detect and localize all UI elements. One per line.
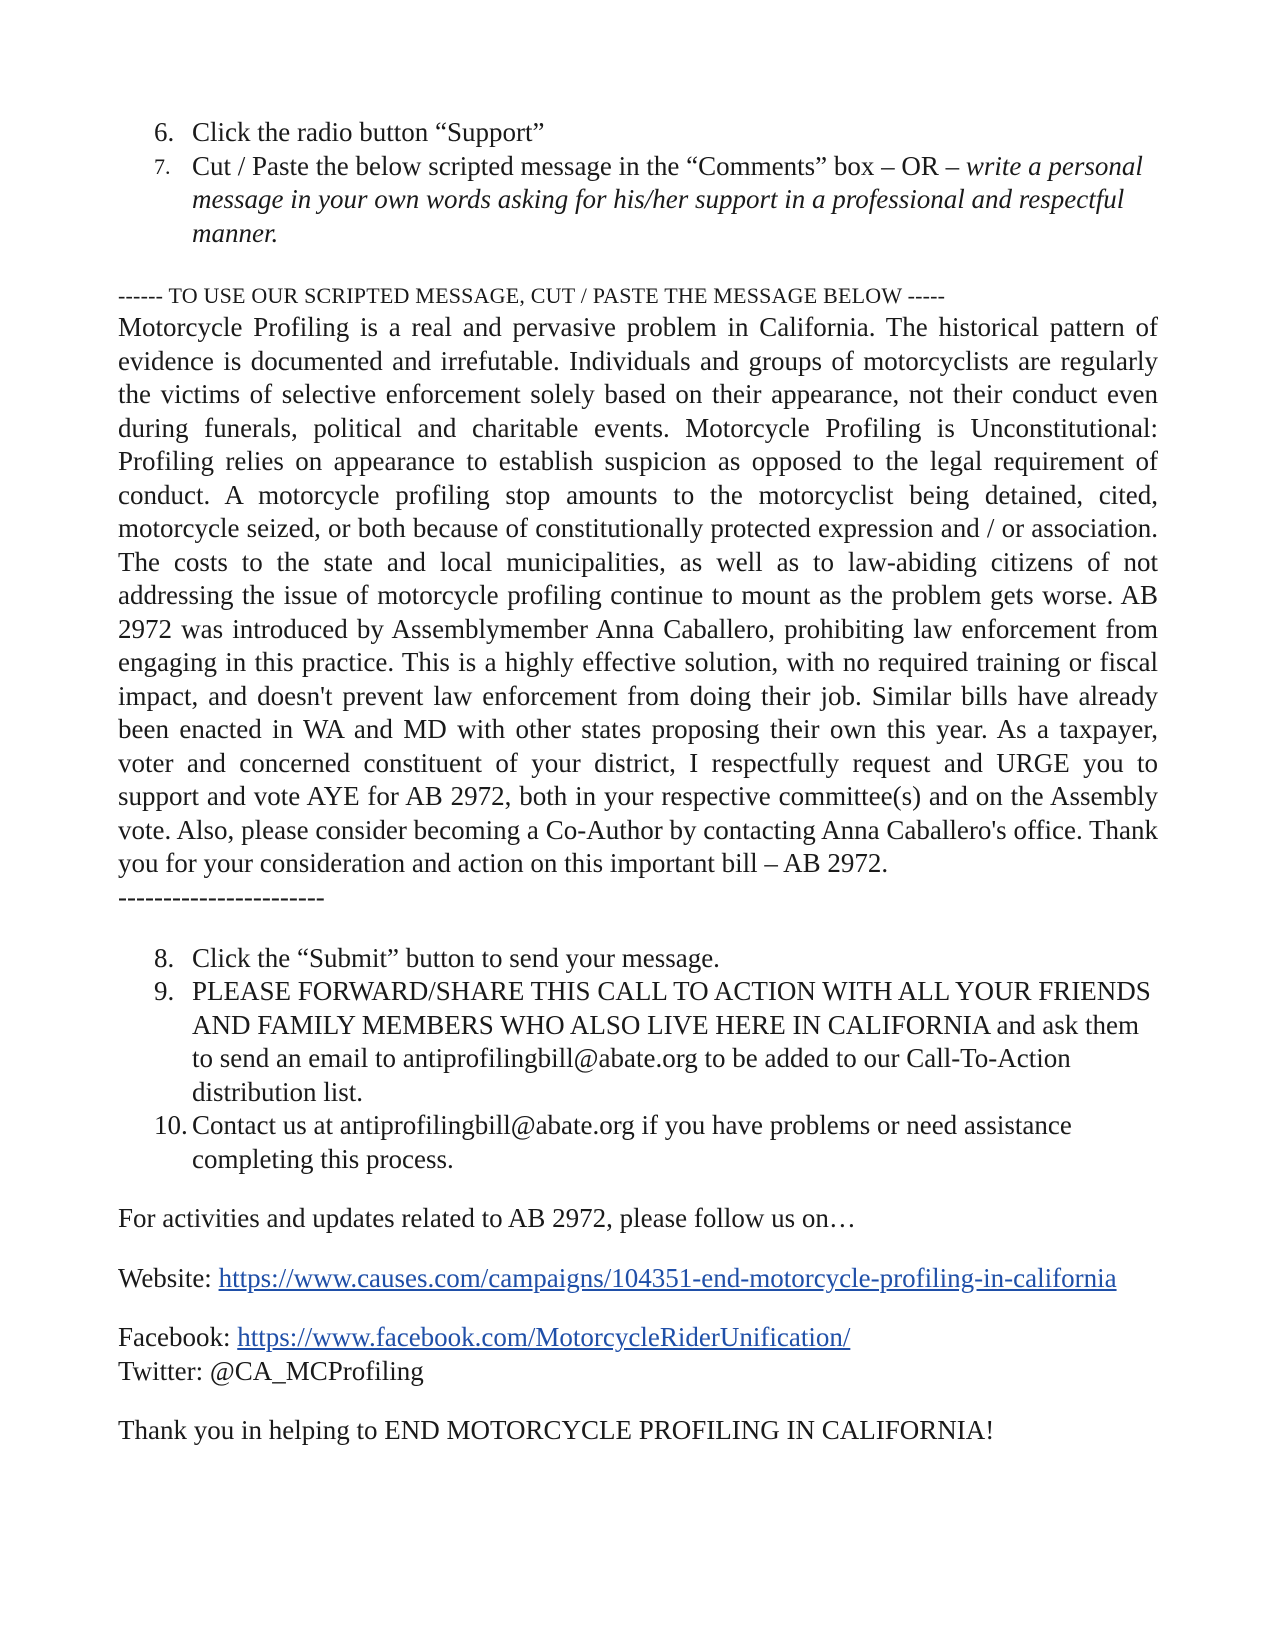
list-number: 7. bbox=[154, 153, 171, 179]
facebook-label: Facebook: bbox=[118, 1322, 238, 1352]
list-item-italic-text: write a personal message in your own words asking for his/her support in a professional and respectful manner. bbox=[192, 150, 1143, 248]
document-page bbox=[118, 116, 1158, 1448]
list-number: 8. bbox=[154, 942, 175, 973]
list-item-7 bbox=[118, 150, 1158, 251]
scripted-message: Motorcycle Profiling is a real and pervasive problem in California. The historical pattern of evidence is documented and irrefutable. Individuals and groups of motorcyclists are regularly the victims of selective enforcement solely based on their appearance, not their conduct even during funerals, political and charitable events. Motorcycle Profiling is Unconstitutional: Profiling relies on appearance to establish suspicion as opposed to the legal requirement of conduct. A motorcycle profiling stop amounts to the motorcyclist being detained, cited, motorcycle seized, or both because of constitutionally protected expression and / or association. The costs to the state and local municipalities, as well as to law-abiding citizens of not addressing the issue of motorcycle profiling continue to mount as the problem gets worse. AB 2972 was introduced by Assemblymember Anna Caballero, prohibiting law enforcement from engaging in this practice. This is a highly effective solution, with no required training or fiscal impact, and doesn't prevent law enforcement from doing their job. Similar bills have already been enacted in WA and MD with other states proposing their own this year. As a taxpayer, voter and concerned constituent of your district, I respectfully request and URGE you to support and vote AYE for AB 2972, both in your respective committee(s) and on the Assembly vote. Also, please consider becoming a Co-Author by contacting Anna Caballero's office. Thank you for your consideration and action on this important bill – AB 2972. bbox=[118, 312, 1158, 878]
facebook-link[interactable]: https://www.facebook.com/MotorcycleRiderUnification/ bbox=[237, 1322, 851, 1352]
twitter-label: Twitter: bbox=[118, 1355, 210, 1386]
list-item-text: Cut / Paste the below scripted message in the “Comments” box – OR – bbox=[192, 150, 966, 181]
website-label: Website: bbox=[118, 1262, 219, 1293]
list-item-8 bbox=[118, 942, 1158, 976]
list-item-9 bbox=[118, 975, 1158, 1109]
list-item-text: PLEASE FORWARD/SHARE THIS CALL TO ACTION WITH ALL YOUR FRIENDS AND FAMILY MEMBERS WHO ALSO LIVE HERE IN CALIFORNIA and ask them to send an email to antiprofilingbill@abate.org to be added to our Call-To-Action distribution list. bbox=[192, 976, 1151, 1107]
instruction-list-top bbox=[118, 116, 1158, 250]
follow-intro: For activities and updates related to AB 2972, please follow us on… bbox=[118, 1203, 856, 1233]
list-item-text: Click the radio button “Support” bbox=[192, 117, 545, 147]
list-number: 6. bbox=[154, 117, 175, 147]
website-line bbox=[118, 1262, 1158, 1296]
twitter-line bbox=[118, 1355, 1158, 1389]
list-item-text: Click the “Submit” button to send your message. bbox=[192, 942, 720, 973]
list-item-text: Contact us at antiprofilingbill@abate.org if you have problems or need assistance completing this process. bbox=[192, 1110, 1072, 1174]
closing-line: Thank you in helping to END MOTORCYCLE PROFILING IN CALIFORNIA! bbox=[118, 1415, 995, 1445]
facebook-line bbox=[118, 1321, 1158, 1355]
instruction-list-bottom bbox=[118, 942, 1158, 1177]
list-number: 9. bbox=[154, 976, 175, 1006]
list-item-6 bbox=[118, 116, 1158, 150]
list-number: 10. bbox=[154, 1110, 188, 1140]
website-link[interactable]: https://www.causes.com/campaigns/104351-end-motorcycle-profiling-in-california bbox=[218, 1262, 1117, 1293]
list-item-10 bbox=[118, 1109, 1158, 1176]
script-footer-divider: ----------------------- bbox=[118, 881, 325, 912]
twitter-handle: @CA_MCProfiling bbox=[209, 1355, 424, 1386]
script-header: ------ TO USE OUR SCRIPTED MESSAGE, CUT / PASTE THE MESSAGE BELOW ----- bbox=[118, 283, 946, 308]
